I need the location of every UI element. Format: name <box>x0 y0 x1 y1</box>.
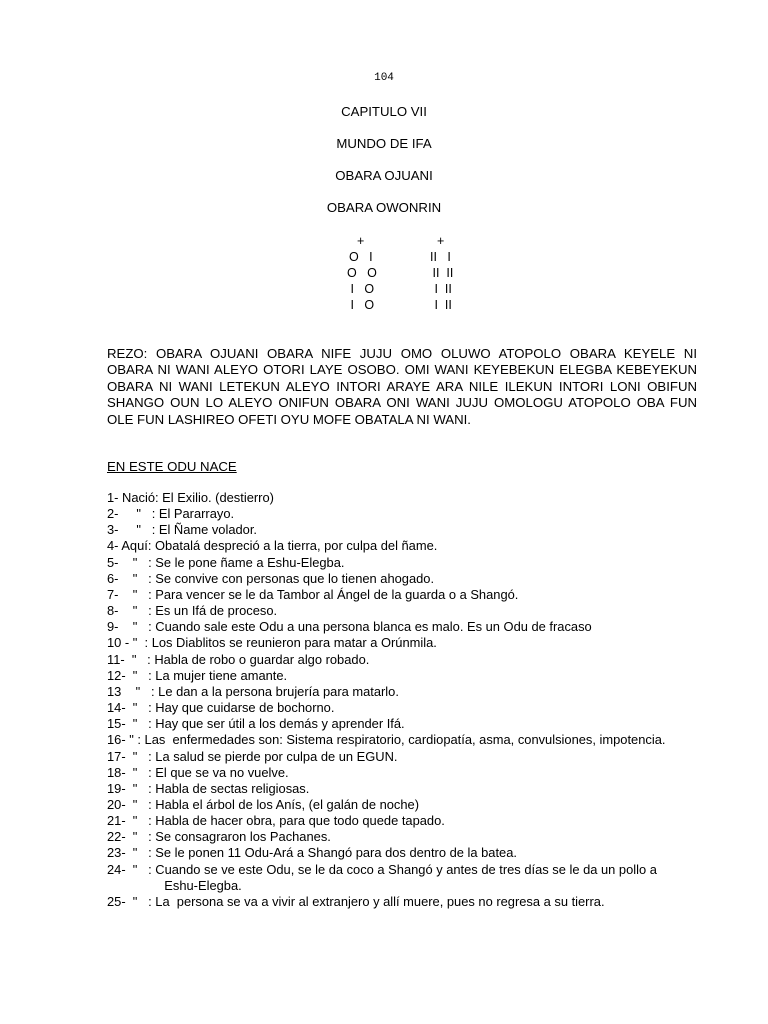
list-item: 4- Aquí: Obatalá despreció a la tierra, por culpa del ñame. <box>107 538 438 554</box>
list-item: 23- " : Se le ponen 11 Odu-Ará a Shangó para dos dentro de la batea. <box>107 845 517 861</box>
list-item: 2- " : El Pararrayo. <box>107 506 235 522</box>
list-item: 14- " : Hay que cuidarse de bochorno. <box>107 700 335 716</box>
list-item: 13 " : Le dan a la persona brujería para matarlo. <box>107 683 399 699</box>
list-item: 20- " : Habla el árbol de los Anís, (el galán de noche) <box>107 796 419 812</box>
rezo-line: OBARA NI WANI ALEYO OTORI LAYE OSOBO. OMI WANI KEYEBEKUN ELEGBA KEBEYEKUN <box>107 362 697 378</box>
list-item: 9- " : Cuando sale este Odu a una persona blanca es malo. Es un Odu de fracaso <box>107 619 592 635</box>
sign-left-row: I O <box>347 298 375 312</box>
page-number: 104 <box>374 72 394 84</box>
sign-left-row: I O <box>347 282 375 296</box>
sign-right-row: II I <box>430 250 451 264</box>
rezo-line: SHANGO OUN LO ALEYO ONIFUN OBARA ONI WANI JUJU OMOLOGU ATOPOLO OBA FUN <box>107 395 697 411</box>
sign-right-row: + <box>430 234 445 248</box>
list-item: 12- " : La mujer tiene amante. <box>107 667 288 683</box>
list-item: 1- Nació: El Exilio. (destierro) <box>107 490 274 505</box>
list-item: 21- " : Habla de hacer obra, para que todo quede tapado. <box>107 813 445 829</box>
list-item: 10 - " : Los Diablitos se reunieron para matar a Orúnmila. <box>107 635 437 651</box>
list-item: 22- " : Se consagraron los Pachanes. <box>107 829 331 845</box>
list-item: 16- " : Las enfermedades son: Sistema respiratorio, cardiopatía, asma, convulsiones, impotencia. <box>107 732 666 748</box>
list-item: 17- " : La salud se pierde por culpa de un EGUN. <box>107 748 398 764</box>
sign-right-row: II II <box>429 266 454 280</box>
rezo-line: OBARA NI WANI LETEKUN ALEYO INTORI ARAYE ARA NILE ILEKUN INTORI LONI OBIFUN <box>107 378 697 394</box>
rezo-line: OLE FUN LASHIREO OFETI OYU MOFE OBATALA NI WANI. <box>107 411 471 427</box>
rezo-line: REZO: OBARA OJUANI OBARA NIFE JUJU OMO OLUWO ATOPOLO OBARA KEYELE NI <box>107 346 697 361</box>
list-item-continuation: Eshu-Elegba. <box>107 877 242 893</box>
list-item: 5- " : Se le pone ñame a Eshu-Elegba. <box>107 554 345 570</box>
list-item: 8- " : Es un Ifá de proceso. <box>107 603 278 619</box>
section-title: EN ESTE ODU NACE <box>107 459 237 474</box>
world-heading: MUNDO DE IFA <box>336 136 432 151</box>
sign-left-row: + <box>350 234 365 248</box>
list-item: 3- " : El Ñame volador. <box>107 522 258 538</box>
list-item: 11- " : Habla de robo o guardar algo robado. <box>107 651 370 667</box>
rezo-paragraph <box>107 346 697 428</box>
sign-left-row: O I <box>349 250 373 264</box>
list-item: 25- " : La persona se va a vivir al extranjero y allí muere, pues no regresa a su tierra. <box>107 893 605 909</box>
odu-alt-heading: OBARA OWONRIN <box>326 200 442 215</box>
list-item: 24- " : Cuando se ve este Odu, se le da coco a Shangó y antes de tres días se le da un pollo a <box>107 861 657 877</box>
list-item: 15- " : Hay que ser útil a los demás y aprender Ifá. <box>107 716 405 732</box>
sign-right-row: I II <box>431 298 452 312</box>
odu-items-list <box>107 490 707 910</box>
list-item: 18- " : El que se va no vuelve. <box>107 764 289 780</box>
list-item: 19- " : Habla de sectas religiosas. <box>107 780 310 796</box>
sign-right-row: I II <box>431 282 452 296</box>
sign-left-row: O O <box>347 266 377 280</box>
chapter-heading: CAPITULO VII <box>341 104 427 119</box>
list-item: 7- " : Para vencer se le da Tambor al Ángel de la guarda o a Shangó. <box>107 586 519 602</box>
odu-heading: OBARA OJUANI <box>335 168 433 183</box>
list-item: 6- " : Se convive con personas que lo tienen ahogado. <box>107 570 435 586</box>
